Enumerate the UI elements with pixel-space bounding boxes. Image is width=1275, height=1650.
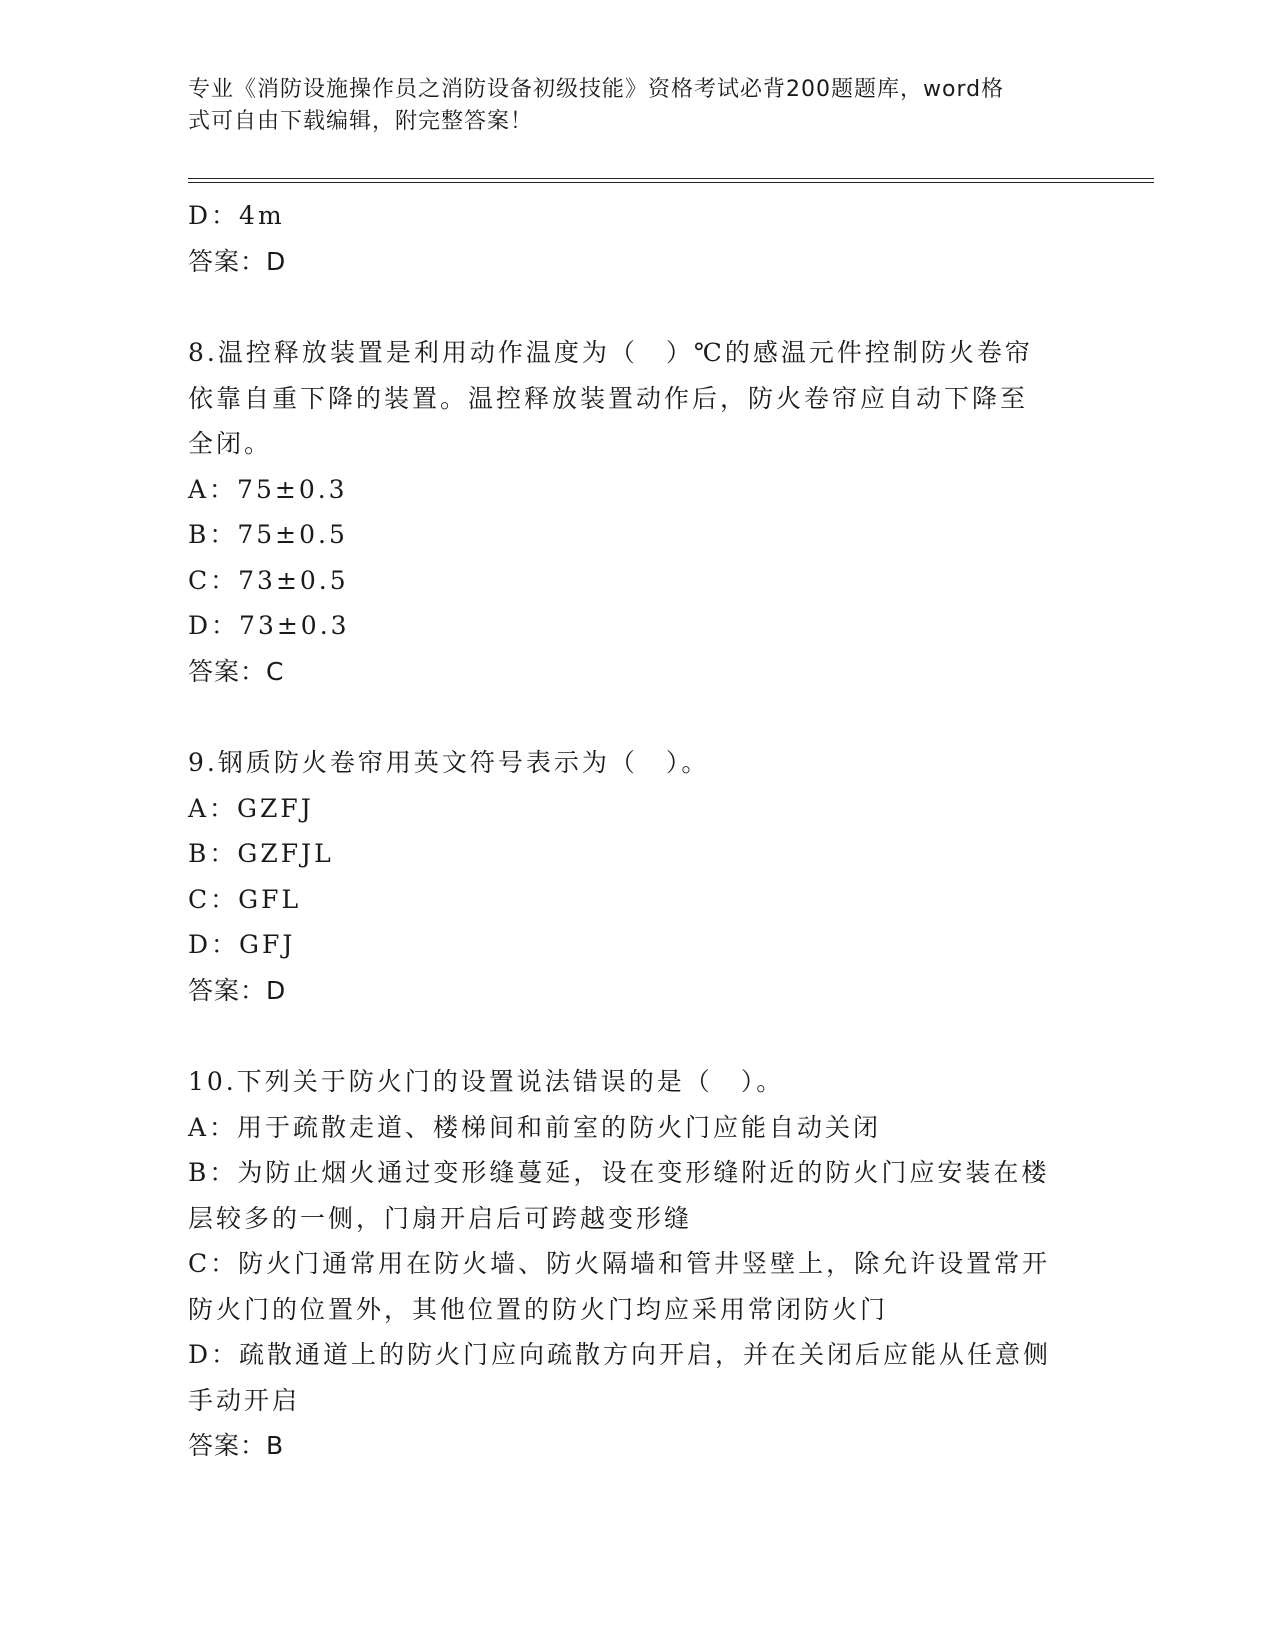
option-d: D：疏散通道上的防火门应向疏散方向开启，并在关闭后应能从任意侧 xyxy=(188,1340,1052,1369)
option-d: D：73±0.3 xyxy=(188,611,350,640)
question-text: 全闭。 xyxy=(188,429,273,458)
option-d: D：GFJ xyxy=(188,930,296,959)
question-text: 8.温控释放装置是利用动作温度为（ ）℃的感温元件控制防火卷帘 xyxy=(188,338,1033,367)
question-10 xyxy=(188,1059,1088,1469)
option-c: C：73±0.5 xyxy=(188,565,349,595)
option-b: B：75±0.5 xyxy=(188,520,348,549)
option-d: D：4m xyxy=(188,201,285,230)
question-text: 依靠自重下降的装置。温控释放装置动作后，防火卷帘应自动下降至 xyxy=(188,383,1029,413)
header-line-1: 专业《消防设施操作员之消防设备初级技能》资格考试必背200题题库，word格 xyxy=(188,77,1005,102)
option-c: C：防火门通常用在防火墙、防火隔墙和管井竖壁上，除允许设置常开 xyxy=(188,1249,1051,1278)
question-text: 10.下列关于防火门的设置说法错误的是（ ）。 xyxy=(188,1067,785,1096)
option-a: A：GZFJ xyxy=(188,793,314,823)
answer: 答案：C xyxy=(188,656,285,686)
answer: 答案：B xyxy=(188,1431,285,1460)
header-line-2: 式可自由下载编辑，附完整答案！ xyxy=(188,109,534,134)
question-content xyxy=(188,193,1088,1469)
option-b: B：为防止烟火通过变形缝蔓延，设在变形缝附近的防火门应安装在楼 xyxy=(188,1158,1050,1187)
option-c: C：GFL xyxy=(188,884,302,914)
option-d-continued: 手动开启 xyxy=(188,1385,301,1415)
question-8 xyxy=(188,330,1088,694)
answer: 答案：D xyxy=(188,975,287,1005)
question-9 xyxy=(188,740,1088,1013)
option-a: A：75±0.3 xyxy=(188,474,348,504)
answer: 答案：D xyxy=(188,246,287,276)
option-a: A：用于疏散走道、楼梯间和前室的防火门应能自动关闭 xyxy=(188,1112,882,1142)
option-c-continued: 防火门的位置外，其他位置的防火门均应采用常闭防火门 xyxy=(188,1294,889,1324)
page-header xyxy=(188,74,1068,138)
header-rule-top xyxy=(188,178,1154,179)
header-rule-bottom xyxy=(188,182,1154,183)
question-text: 9.钢质防火卷帘用英文符号表示为（ ）。 xyxy=(188,748,710,777)
option-b-continued: 层较多的一侧，门扇开启后可跨越变形缝 xyxy=(188,1203,693,1233)
previous-question xyxy=(188,193,1088,284)
option-b: B：GZFJL xyxy=(188,839,334,868)
